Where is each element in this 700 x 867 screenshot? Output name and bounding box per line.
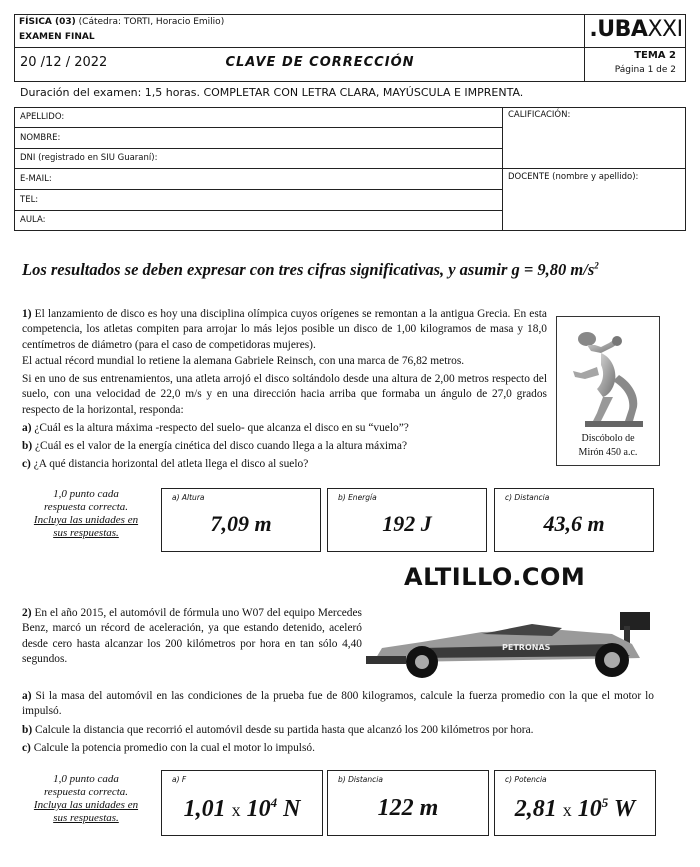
discobolus-caption	[556, 432, 660, 460]
question-tag: a)	[22, 690, 32, 702]
answer-value: 192 J	[382, 511, 432, 536]
altillo-watermark: ALTILLO.COM	[404, 563, 586, 591]
dni-field[interactable]: DNI (registrado en SIU Guaraní):	[20, 153, 158, 163]
answer-label: a) F	[172, 775, 187, 784]
points-line: respuesta correcta.	[43, 786, 129, 798]
docente-field[interactable]: DOCENTE (nombre y apellido):	[508, 172, 639, 182]
answer-label: c) Potencia	[505, 775, 547, 784]
f1-car-figure	[362, 604, 662, 680]
page-title: CLAVE DE CORRECCIÓN	[225, 55, 415, 70]
answer-box-distancia-2	[327, 770, 489, 836]
problem2-number: 2)	[22, 607, 32, 619]
answer-box-distancia	[494, 488, 654, 552]
answer-value: 2,81 x $10^5$ W	[514, 795, 636, 822]
answer-box-fuerza	[161, 770, 323, 836]
problem1-number: 1)	[22, 308, 32, 320]
form-row-divider	[14, 168, 502, 169]
logo-main: .UBA	[589, 17, 648, 42]
problem2-p1: En el año 2015, el automóvil de fórmula uno W07 del equipo Mercedes Benz, marcó un récord de aceleración, ya que estando detenido, aceleró desde cero hasta alcanzar los 200 kilómetros por hora en tan sólo 4,40 segundos.	[22, 607, 362, 665]
page-number: Página 1 de 2	[614, 65, 676, 75]
problem2-question-a	[22, 689, 654, 720]
header-divider	[14, 47, 686, 48]
instruction-sup: 2	[594, 260, 599, 271]
points-line-underlined: sus respuestas.	[53, 527, 119, 539]
form-right-divider	[502, 168, 686, 169]
form-row-divider	[14, 189, 502, 190]
form-row-divider	[14, 210, 502, 211]
answer-label: b) Distancia	[338, 775, 383, 784]
form-row-divider	[14, 127, 502, 128]
points-line: respuesta correcta.	[43, 501, 129, 513]
points-line-underlined: sus respuestas.	[53, 812, 119, 824]
answer-label: a) Altura	[172, 493, 205, 502]
question-tag: a)	[22, 422, 32, 434]
problem1-question-a	[22, 421, 547, 436]
problem2-question-c	[22, 741, 654, 756]
instruction-line	[22, 260, 682, 280]
apellido-field[interactable]: APELLIDO:	[20, 112, 65, 122]
answer-value: 43,6 m	[543, 511, 605, 536]
tema-label: TEMA 2	[634, 50, 676, 61]
answer-box-energia	[327, 488, 487, 552]
question-text: ¿Cuál es la altura máxima -respecto del suelo- que alcanza el disco en su “vuelo”?	[34, 422, 409, 434]
logo-thin: XXI	[647, 17, 683, 42]
exam-type: EXAMEN FINAL	[19, 32, 95, 42]
question-text: Si la masa del automóvil en las condiciones de la prueba fue de 800 kilogramos, calcule la fuerza promedio con la que el motor lo impulsó.	[22, 690, 654, 718]
f1-car-icon	[362, 604, 662, 680]
problem1-p3: Si en uno de sus entrenamientos, una atleta arrojó el disco soltándolo desde una altura de 2,00 metros respecto del suelo, con una velocidad de 22,0 m/s y en una dirección hacia arriba que formaba un ángulo de 27,0 grados respecto de la horizontal, responda:	[22, 373, 547, 416]
subject-name: FÍSICA (03)	[19, 17, 76, 27]
caption-line-2: Mirón 450 a.c.	[578, 447, 638, 458]
duration-line: Duración del examen: 1,5 horas. COMPLETAR CON LETRA CLARA, MAYÚSCULA E IMPRENTA.	[20, 86, 524, 99]
exam-date: 20 /12 / 2022	[20, 55, 108, 70]
points-line-underlined: Incluya las unidades en	[33, 514, 139, 526]
points-line: 1,0 punto cada	[53, 773, 119, 785]
tel-field[interactable]: TEL:	[20, 195, 39, 205]
points-line: 1,0 punto cada	[53, 488, 119, 500]
subject-catedra: (Cátedra: TORTI, Horacio Emilio)	[78, 17, 225, 27]
instruction-text: Los resultados se deben expresar con tres cifras significativas, y asumir g = 9,80 m/s	[22, 260, 595, 279]
problem1-p2: El actual récord mundial lo retiene la alemana Gabriele Reinsch, con una marca de 76,82 metros.	[22, 355, 465, 367]
problem2-question-b	[22, 723, 654, 738]
problem1-question-b	[22, 439, 547, 454]
uba-logo	[588, 17, 684, 42]
question-tag: b)	[22, 440, 33, 452]
discobolus-statue-icon	[557, 317, 659, 429]
question-tag: c)	[22, 458, 31, 470]
question-tag: b)	[22, 724, 33, 736]
aula-field[interactable]: AULA:	[20, 215, 46, 225]
problem1-question-c	[22, 457, 547, 472]
answer-value: 122 m	[377, 795, 439, 821]
problem1-p1: El lanzamiento de disco es hoy una disciplina olímpica cuyos orígenes se remontan a la antigua Grecia. En esta competencia, los atletas compiten para arrojar lo más lejos posible un disco de 1,00 kilogramos de masa y 18,0 centímetros de diámetro (para el caso de competidoras mujeres).	[22, 308, 547, 351]
form-row-divider	[14, 148, 502, 149]
question-text: Calcule la potencia promedio con la cual el motor lo impulsó.	[33, 742, 315, 754]
points-line-underlined: Incluya las unidades en	[33, 799, 139, 811]
answer-label: b) Energía	[338, 493, 377, 502]
answer-value: 1,01 x $10^4$ N	[183, 795, 301, 822]
car-livery-text: PETRONAS	[502, 643, 551, 652]
calificacion-field[interactable]: CALIFICACIÓN:	[508, 110, 571, 120]
header-vertical-divider	[584, 14, 585, 82]
points-note-1	[16, 488, 156, 540]
answer-box-altura	[161, 488, 321, 552]
answer-box-potencia	[494, 770, 656, 836]
form-vertical-divider	[502, 107, 503, 231]
question-text: ¿A qué distancia horizontal del atleta llega el disco al suelo?	[33, 458, 309, 470]
nombre-field[interactable]: NOMBRE:	[20, 133, 61, 143]
question-text: Calcule la distancia que recorrió el automóvil desde su partida hasta que alcanzó los 200 kilómetros por hora.	[35, 724, 534, 736]
student-form	[14, 107, 686, 231]
problem1-intro	[22, 307, 547, 353]
points-note-2	[16, 773, 156, 825]
caption-line-1: Discóbolo de	[581, 433, 635, 444]
question-text: ¿Cuál es el valor de la energía cinética del disco cuando llega a la altura máxima?	[35, 440, 408, 452]
answer-label: c) Distancia	[505, 493, 550, 502]
subject-line	[19, 17, 224, 27]
email-field[interactable]: E-MAIL:	[20, 174, 52, 184]
answer-value: 7,09 m	[210, 511, 272, 536]
problem2-intro	[22, 606, 362, 667]
question-tag: c)	[22, 742, 31, 754]
